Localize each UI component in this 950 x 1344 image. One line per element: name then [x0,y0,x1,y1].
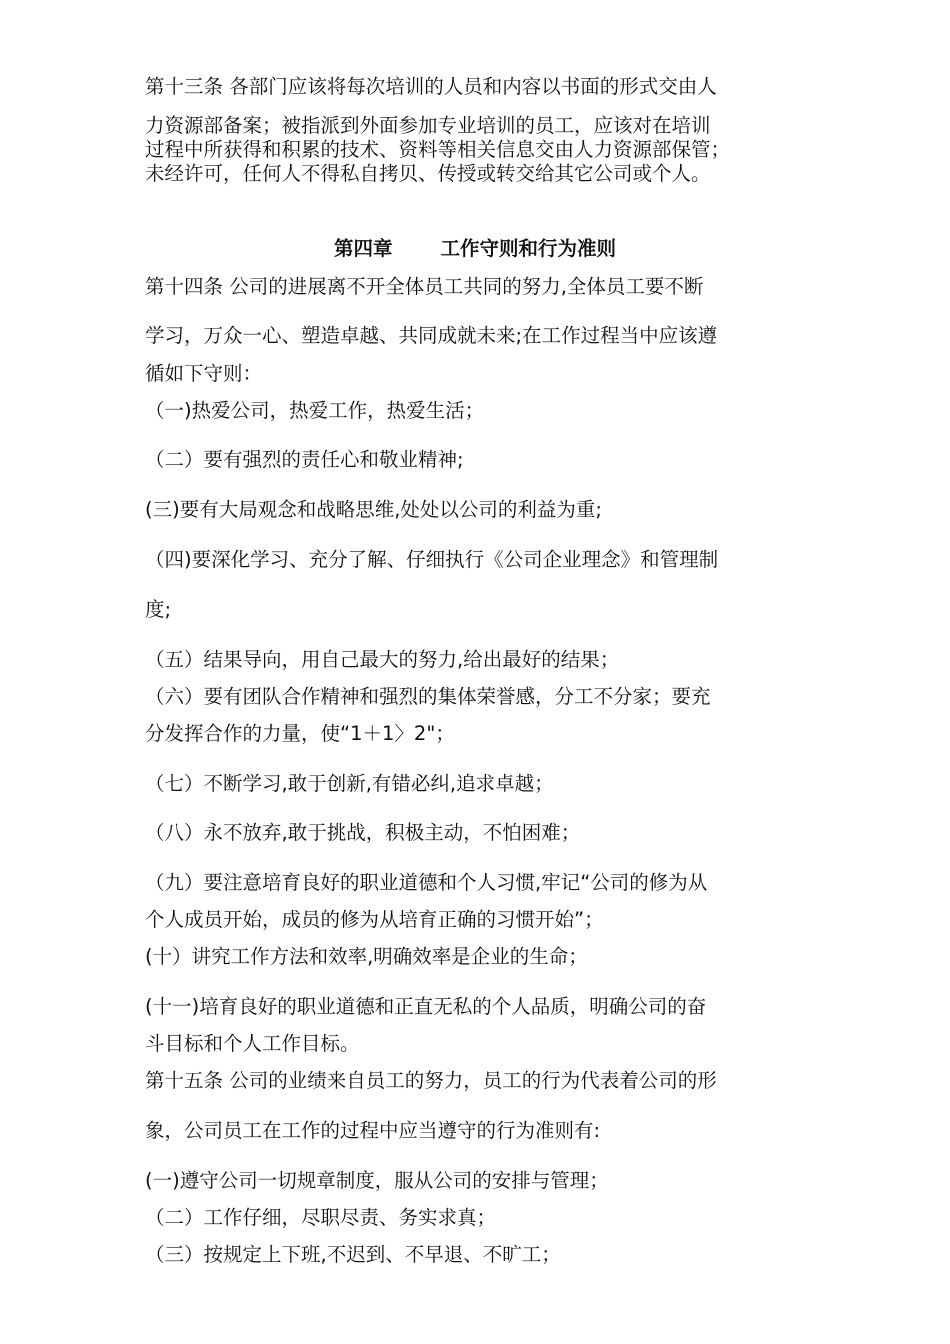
article-15-line-1: 第十五条 公司的业绩来自员工的努力，员工的行为代表着公司的形 [145,1069,717,1092]
article-14-item-1: （一)热爱公司，热爱工作，热爱生活； [145,399,485,422]
article-14-item-11: (十一)培育良好的职业道德和正直无私的个人品质，明确公司的奋 [145,995,707,1018]
article-13-line-1: 第十三条 各部门应该将每次培训的人员和内容以书面的形式交由人 [145,75,717,98]
article-14-item-9: （九）要注意培育良好的职业道德和个人习惯,牢记“公司的修为从 [145,871,708,894]
article-14-item-9-cont: 个人成员开始，成员的修为从培育正确的习惯开始”； [145,908,604,931]
article-14-item-7: （七）不断学习,敢于创新,有错必纠,追求卓越； [145,772,554,795]
article-14-line-3: 循如下守则： [145,362,263,385]
article-14-line-1: 第十四条 公司的进展离不开全体员工共同的努力,全体员工要不断 [145,275,704,298]
chapter-heading [0,236,950,262]
article-15-item-2: （二）工作仔细，尽职尽责、务实求真； [145,1206,497,1229]
article-15-line-2: 象，公司员工在工作的过程中应当遵守的行为准则有: [145,1119,601,1142]
article-14-item-5: （五）结果导向，用自己最大的努力,给出最好的结果； [145,648,620,671]
article-14-item-4: （四)要深化学习、充分了解、仔细执行《公司企业理念》和管理制 [145,548,719,571]
article-13-line-4: 未经许可，任何人不得私自拷贝、传授或转交给其它公司或个人。 [145,162,711,185]
article-14-item-11-cont: 斗目标和个人工作目标。 [145,1032,360,1055]
article-14-item-10: (十）讲究工作方法和效率,明确效率是企业的生命； [145,945,588,968]
article-13-line-3: 过程中所获得和积累的技术、资料等相关信息交由人力资源部保管； [145,138,731,161]
chapter-number: 第四章 [333,237,393,260]
chapter-title: 工作守则和行为准则 [440,237,617,260]
article-15-item-3: （三）按规定上下班,不迟到、不早退、不旷工； [145,1243,561,1266]
article-14-item-8: （八）永不放弃,敢于挑战，积极主动，不怕困难； [145,821,581,844]
article-15-item-1: (一)遵守公司一切规章制度，服从公司的安排与管理； [145,1169,609,1192]
article-14-item-6: （六）要有团队合作精神和强烈的集体荣誉感，分工不分家；要充 [145,685,711,708]
article-14-item-2: （二）要有强烈的责任心和敬业精神; [145,448,464,471]
article-14-item-3: (三)要有大局观念和战略思维,处处以公司的利益为重; [145,498,602,521]
article-13-line-2: 力资源部备案；被指派到外面参加专业培训的员工，应该对在培训 [145,114,711,137]
article-14-line-2: 学习，万众一心、塑造卓越、共同成就未来;在工作过程当中应该遵 [145,324,718,347]
article-14-item-4-cont: 度; [145,598,172,621]
article-14-item-6-cont: 分发挥合作的力量，使“1＋1〉2"； [145,722,455,745]
